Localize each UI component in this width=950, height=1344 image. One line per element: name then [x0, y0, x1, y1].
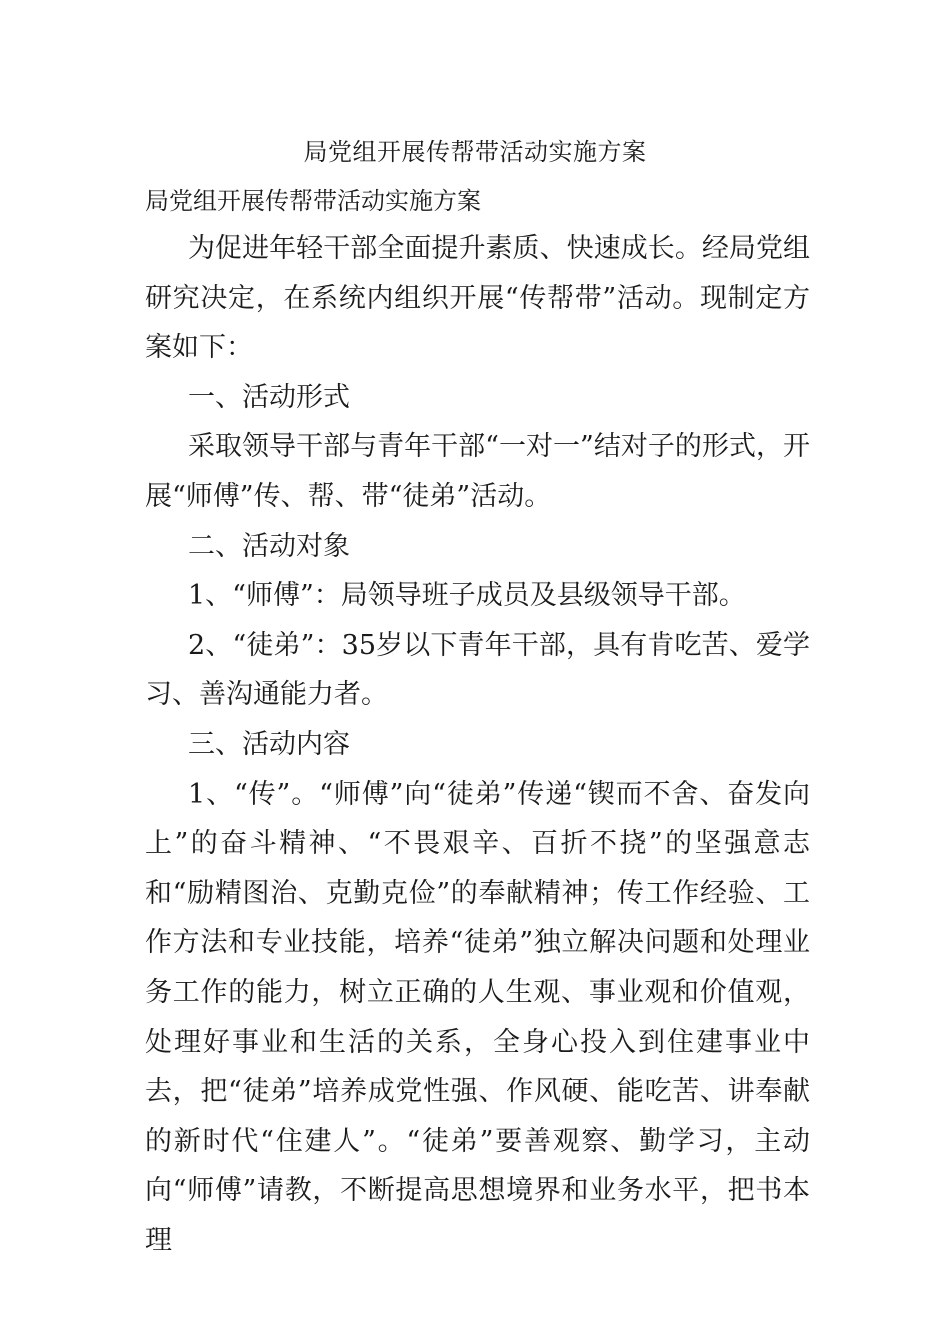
target-mentor-paragraph: 1、“师傅”：局领导班子成员及县级领导干部。 [188, 580, 746, 612]
document-body [145, 182, 810, 1265]
section-heading-activity-form: 一、活动形式 [188, 381, 350, 413]
document-subtitle: 局党组开展传帮带活动实施方案 [145, 187, 481, 215]
intro-paragraph: 为促进年轻干部全面提升素质、快速成长。经局党组研究决定，在系统内组织开展“传帮带”活动。现制定方案如下： [145, 233, 810, 364]
document-title: 局党组开展传帮带活动实施方案 [303, 138, 647, 166]
section-heading-activity-targets: 二、活动对象 [188, 530, 350, 562]
section-heading-activity-content: 三、活动内容 [188, 728, 350, 760]
activity-form-paragraph: 采取领导干部与青年干部“一对一”结对子的形式，开展“师傅”传、帮、带“徒弟”活动。 [145, 431, 810, 512]
target-apprentice-paragraph: 2、“徒弟”：35岁以下青年干部，具有肯吃苦、爱学习、善沟通能力者。 [145, 629, 810, 711]
content-pass-on-paragraph: 1、“传”。“师傅”向“徒弟”传递“锲而不舍、奋发向上”的奋斗精神、“不畏艰辛、百折不挠”的坚强意志和“励精图治、克勤克俭”的奉献精神；传工作经验、工作方法和专业技能，培养“徒弟”独立解决问题和处理业务工作的能力，树立正确的人生观、事业观和价值观，处理好事业和生活的关系，全身心投入到住建事业中去，把“徒弟”培养成党性强、作风硬、能吃苦、讲奉献的新时代“住建人”。“徒弟”要善观察、勤学习，主动向“师傅”请教，不断提高思想境界和业务水平，把书本理 [145, 778, 810, 1256]
